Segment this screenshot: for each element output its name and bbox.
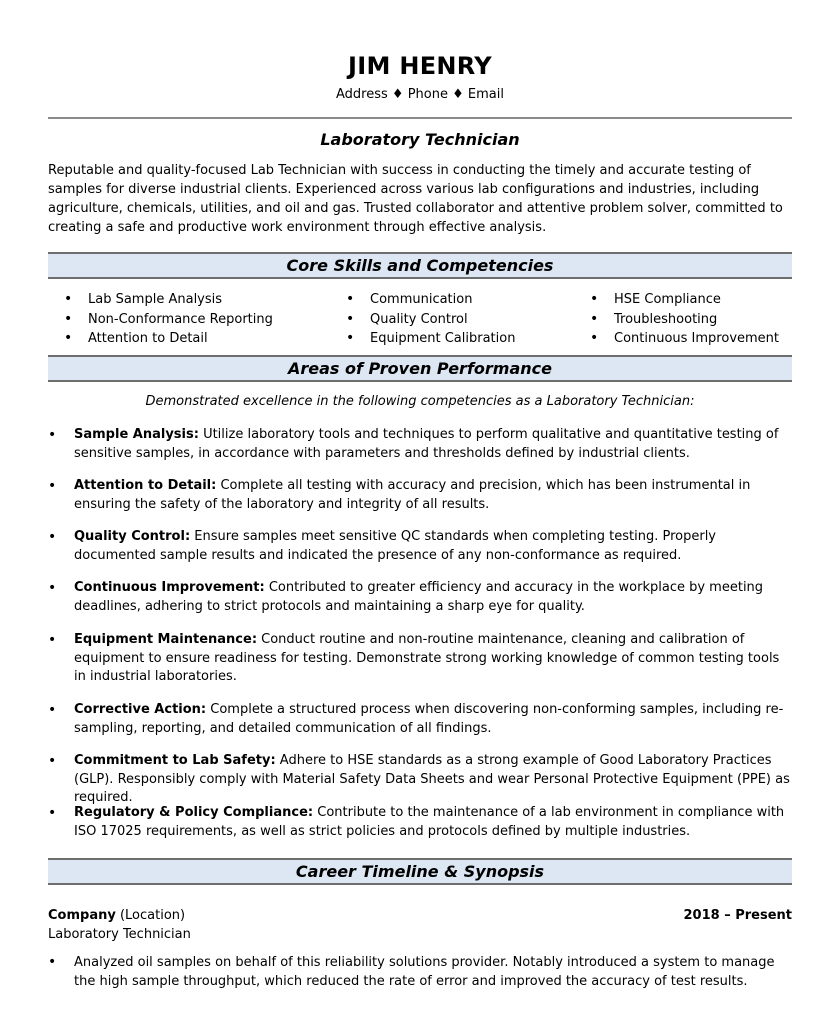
skill-item: • Lab Sample Analysis — [64, 290, 273, 310]
job-role: Laboratory Technician — [48, 927, 191, 942]
bullet-icon: • — [48, 632, 57, 648]
performance-item — [48, 528, 792, 565]
bullet-icon: • — [48, 954, 57, 970]
item-text: Contribute to the maintenance of a lab environment in compliance with ISO 17025 requirements, as well as strict policies and protocols defined by multiple industries. — [74, 805, 785, 839]
item-label: Quality Control: — [74, 529, 191, 544]
company-location: (Location) — [115, 908, 186, 923]
bullet-icon: • — [48, 702, 57, 718]
item-label: Corrective Action: — [74, 702, 207, 717]
performance-item — [48, 426, 792, 463]
job-dates: 2018 – Present — [683, 908, 792, 923]
summary-paragraph: Reputable and quality-focused Lab Technician with success in conducting the timely and accurate testing of samples for diverse industrial clients. Experienced across various lab configurations and industries, including agriculture, chemicals, utilities, and oil and gas. Trusted collaborator and attentive problem solver, committed to creating a safe and productive work environment through effective analysis. — [48, 163, 783, 235]
item-label: Commitment to Lab Safety: — [74, 753, 276, 768]
skill-item: • Troubleshooting — [590, 310, 779, 330]
item-label: Continuous Improvement: — [74, 580, 265, 595]
bullet-icon: • — [48, 580, 57, 596]
header-divider — [48, 117, 792, 119]
section-heading-skills: Core Skills and Competencies — [48, 252, 792, 279]
skill-item: • Equipment Calibration — [346, 329, 515, 349]
item-label: Attention to Detail: — [74, 478, 217, 493]
skills-column-2 — [346, 290, 515, 349]
item-text: Utilize laboratory tools and techniques to perform qualitative and quantitative testing of sensitive samples, in accordance with parameters and thresholds defined by industrial clients. — [74, 427, 779, 461]
job-title: Laboratory Technician — [320, 130, 520, 149]
skill-item: • Continuous Improvement — [590, 329, 779, 349]
item-label: Regulatory & Policy Compliance: — [74, 805, 314, 820]
performance-intro: Demonstrated excellence in the following competencies as a Laboratory Technician: — [145, 394, 695, 409]
skill-item: • Quality Control — [346, 310, 515, 330]
item-text: Complete all testing with accuracy and precision, which has been instrumental in ensuring the safety of the laboratory and integrity of all results. — [74, 478, 751, 512]
contact-line: Address ♦ Phone ♦ Email — [336, 87, 504, 102]
section-heading-performance: Areas of Proven Performance — [48, 355, 792, 382]
job-bullet — [48, 953, 792, 991]
performance-item — [48, 579, 792, 616]
performance-item — [48, 631, 792, 687]
job-entry — [48, 906, 792, 944]
bullet-icon: • — [48, 753, 57, 769]
skills-column-1 — [64, 290, 273, 349]
bullet-icon: • — [48, 478, 57, 494]
item-label: Sample Analysis: — [74, 427, 199, 442]
skill-item: • Non-Conformance Reporting — [64, 310, 273, 330]
company-name: Company — [48, 908, 116, 923]
section-heading-career: Career Timeline & Synopsis — [48, 858, 792, 885]
performance-item — [48, 701, 792, 738]
performance-item — [48, 804, 792, 841]
item-text: Adhere to HSE standards as a strong example of Good Laboratory Practices (GLP). Responsibly comply with Material Safety Data Sheets and wear Personal Protective Equipment (PPE) as required. — [74, 753, 790, 805]
skills-column-3 — [590, 290, 779, 349]
skill-item: • Attention to Detail — [64, 329, 273, 349]
bullet-icon: • — [48, 427, 57, 443]
performance-item — [48, 477, 792, 514]
skill-item: • HSE Compliance — [590, 290, 779, 310]
candidate-name: JIM HENRY — [348, 52, 492, 80]
item-text: Conduct routine and non-routine maintenance, cleaning and calibration of equipment to ensure readiness for testing. Demonstrate strong working knowledge of common testing tools in industrial laboratories. — [74, 632, 780, 684]
job-bullet-text: Analyzed oil samples on behalf of this reliability solutions provider. Notably introduced a system to manage the high sample throughput, which reduced the rate of error and improved the accuracy of test results. — [74, 955, 775, 989]
skill-item: • Communication — [346, 290, 515, 310]
item-text: Complete a structured process when discovering non-conforming samples, including re-sampling, reporting, and detailed communication of all findings. — [74, 702, 784, 736]
item-text: Ensure samples meet sensitive QC standards when completing testing. Properly documented sample results and indicated the presence of any non-conformance as required. — [74, 529, 716, 563]
bullet-icon: • — [48, 529, 57, 545]
item-label: Equipment Maintenance: — [74, 632, 258, 647]
item-text: Contributed to greater efficiency and accuracy in the workplace by meeting deadlines, adhering to strict protocols and maintaining a sharp eye for quality. — [74, 580, 764, 614]
performance-item — [48, 752, 792, 808]
bullet-icon: • — [48, 805, 57, 821]
